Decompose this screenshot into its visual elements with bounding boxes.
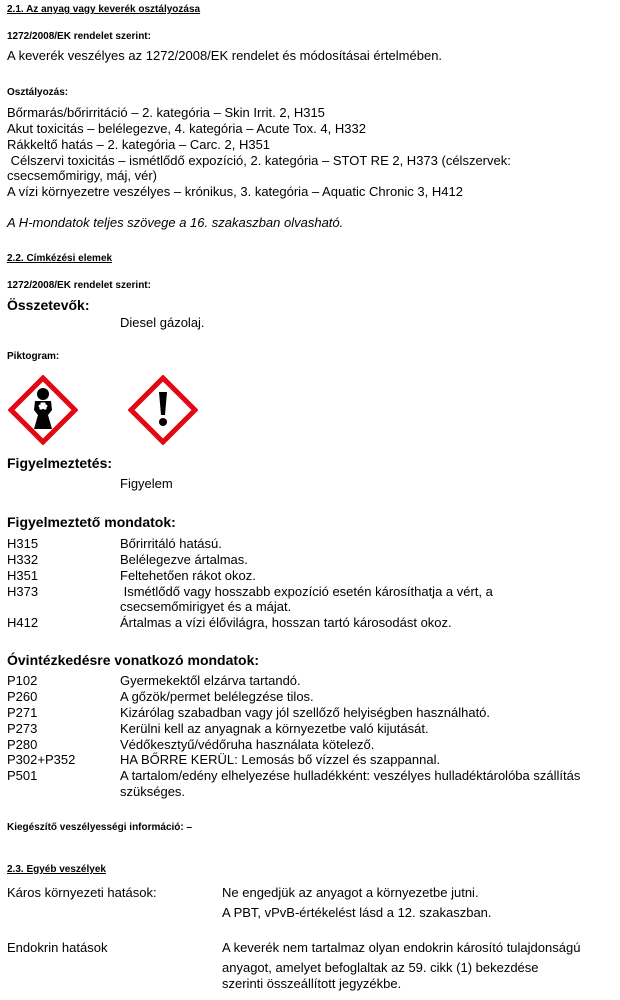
- section-2-1-heading: 2.1. Az anyag vagy keverék osztályozása: [7, 4, 201, 15]
- precaution-code: P102: [7, 673, 38, 688]
- signal-word-label: Figyelmeztetés:: [7, 455, 113, 471]
- precaution-code: P501: [7, 768, 38, 783]
- precaution-code: P273: [7, 721, 38, 736]
- precaution-text: szükséges.: [120, 784, 186, 799]
- endocrine-effects-text: szerinti összeállított jegyzékbe.: [222, 976, 402, 991]
- regulation-text: A keverék veszélyes az 1272/2008/EK rendelet és módosításai értelmében.: [7, 48, 443, 63]
- classification-line: Rákkeltő hatás – 2. kategória – Carc. 2, H351: [7, 137, 271, 152]
- hazard-code: H315: [7, 536, 39, 551]
- hazard-code: H351: [7, 568, 39, 583]
- hazard-text: csecsemőmirigyet és a májat.: [120, 599, 292, 614]
- classification-line: Bőrmarás/bőrirritáció – 2. kategória – Skin Irrit. 2, H315: [7, 105, 325, 120]
- classification-line: csecsemőmirigy, máj, vér): [7, 168, 158, 183]
- precaution-text: Kerülni kell az anyagnak a környezetbe való kijutását.: [120, 721, 429, 736]
- precaution-text: Kizárólag szabadban vagy jól szellőző helyiségben használható.: [120, 705, 491, 720]
- regulation-label-2-2: 1272/2008/EK rendelet szerint:: [7, 280, 151, 291]
- hazard-code: H412: [7, 615, 39, 630]
- precaution-text: Védőkesztyű/védőruha használata kötelező.: [120, 737, 375, 752]
- environmental-effects-text: A PBT, vPvB-értékelést lásd a 12. szakaszban.: [222, 905, 492, 920]
- precaution-code: P302+P352: [7, 752, 76, 767]
- hazard-text: Ártalmas a vízi élővilágra, hosszan tartó károsodást okoz.: [120, 615, 452, 630]
- hazard-statements-label: Figyelmeztető mondatok:: [7, 514, 176, 530]
- endocrine-effects-text: anyagot, amelyet befoglaltak az 59. cikk (1) bekezdése: [222, 960, 539, 975]
- hazard-text: Ismétlődő vagy hosszabb expozíció esetén károsíthatja a vért, a: [120, 584, 493, 599]
- health-hazard-pictogram: [8, 375, 78, 445]
- precaution-code: P260: [7, 689, 38, 704]
- precaution-code: P280: [7, 737, 38, 752]
- signal-word-value: Figyelem: [120, 476, 173, 491]
- exclamation-mark-pictogram: [128, 375, 198, 445]
- classification-line: Célszervi toxicitás – ismétlődő expozíció, 2. kategória – STOT RE 2, H373 (célszervek:: [7, 153, 511, 168]
- hazard-text: Belélegezve ártalmas.: [120, 552, 248, 567]
- regulation-label-2-1: 1272/2008/EK rendelet szerint:: [7, 31, 151, 42]
- environmental-effects-text: Ne engedjük az anyagot a környezetbe jutni.: [222, 885, 479, 900]
- environmental-effects-label: Káros környezeti hatások:: [7, 885, 157, 900]
- hazard-text: Bőrirritáló hatású.: [120, 536, 222, 551]
- components-label: Összetevők:: [7, 297, 90, 313]
- h-statements-note: A H-mondatok teljes szövege a 16. szakaszban olvasható.: [7, 215, 344, 230]
- endocrine-effects-text: A keverék nem tartalmaz olyan endokrin károsító tulajdonságú: [222, 940, 581, 955]
- endocrine-effects-label: Endokrin hatások: [7, 940, 108, 955]
- section-2-2-heading: 2.2. Címkézési elemek: [7, 253, 113, 264]
- supplementary-info: Kiegészítő veszélyességi információ: –: [7, 822, 193, 833]
- precaution-text: Gyermekektől elzárva tartandó.: [120, 673, 301, 688]
- hazard-code: H373: [7, 584, 39, 599]
- pictogram-label: Piktogram:: [7, 351, 60, 362]
- classification-label: Osztályozás:: [7, 87, 69, 98]
- classification-line: A vízi környezetre veszélyes – krónikus, 3. kategória – Aquatic Chronic 3, H412: [7, 184, 463, 199]
- section-2-3-heading: 2.3. Egyéb veszélyek: [7, 864, 106, 875]
- precaution-text: A gőzök/permet belélegzése tilos.: [120, 689, 314, 704]
- hazard-text: Feltehetően rákot okoz.: [120, 568, 256, 583]
- classification-line: Akut toxicitás – belélegezve, 4. kategória – Acute Tox. 4, H332: [7, 121, 366, 136]
- hazard-code: H332: [7, 552, 39, 567]
- components-value: Diesel gázolaj.: [120, 315, 205, 330]
- precaution-text: HA BŐRRE KERÜL: Lemosás bő vízzel és szappannal.: [120, 752, 441, 767]
- precaution-text: A tartalom/edény elhelyezése hulladékként: veszélyes hulladéktárolóba szállítás: [120, 768, 581, 783]
- precaution-code: P271: [7, 705, 38, 720]
- precautionary-statements-label: Óvintézkedésre vonatkozó mondatok:: [7, 652, 260, 668]
